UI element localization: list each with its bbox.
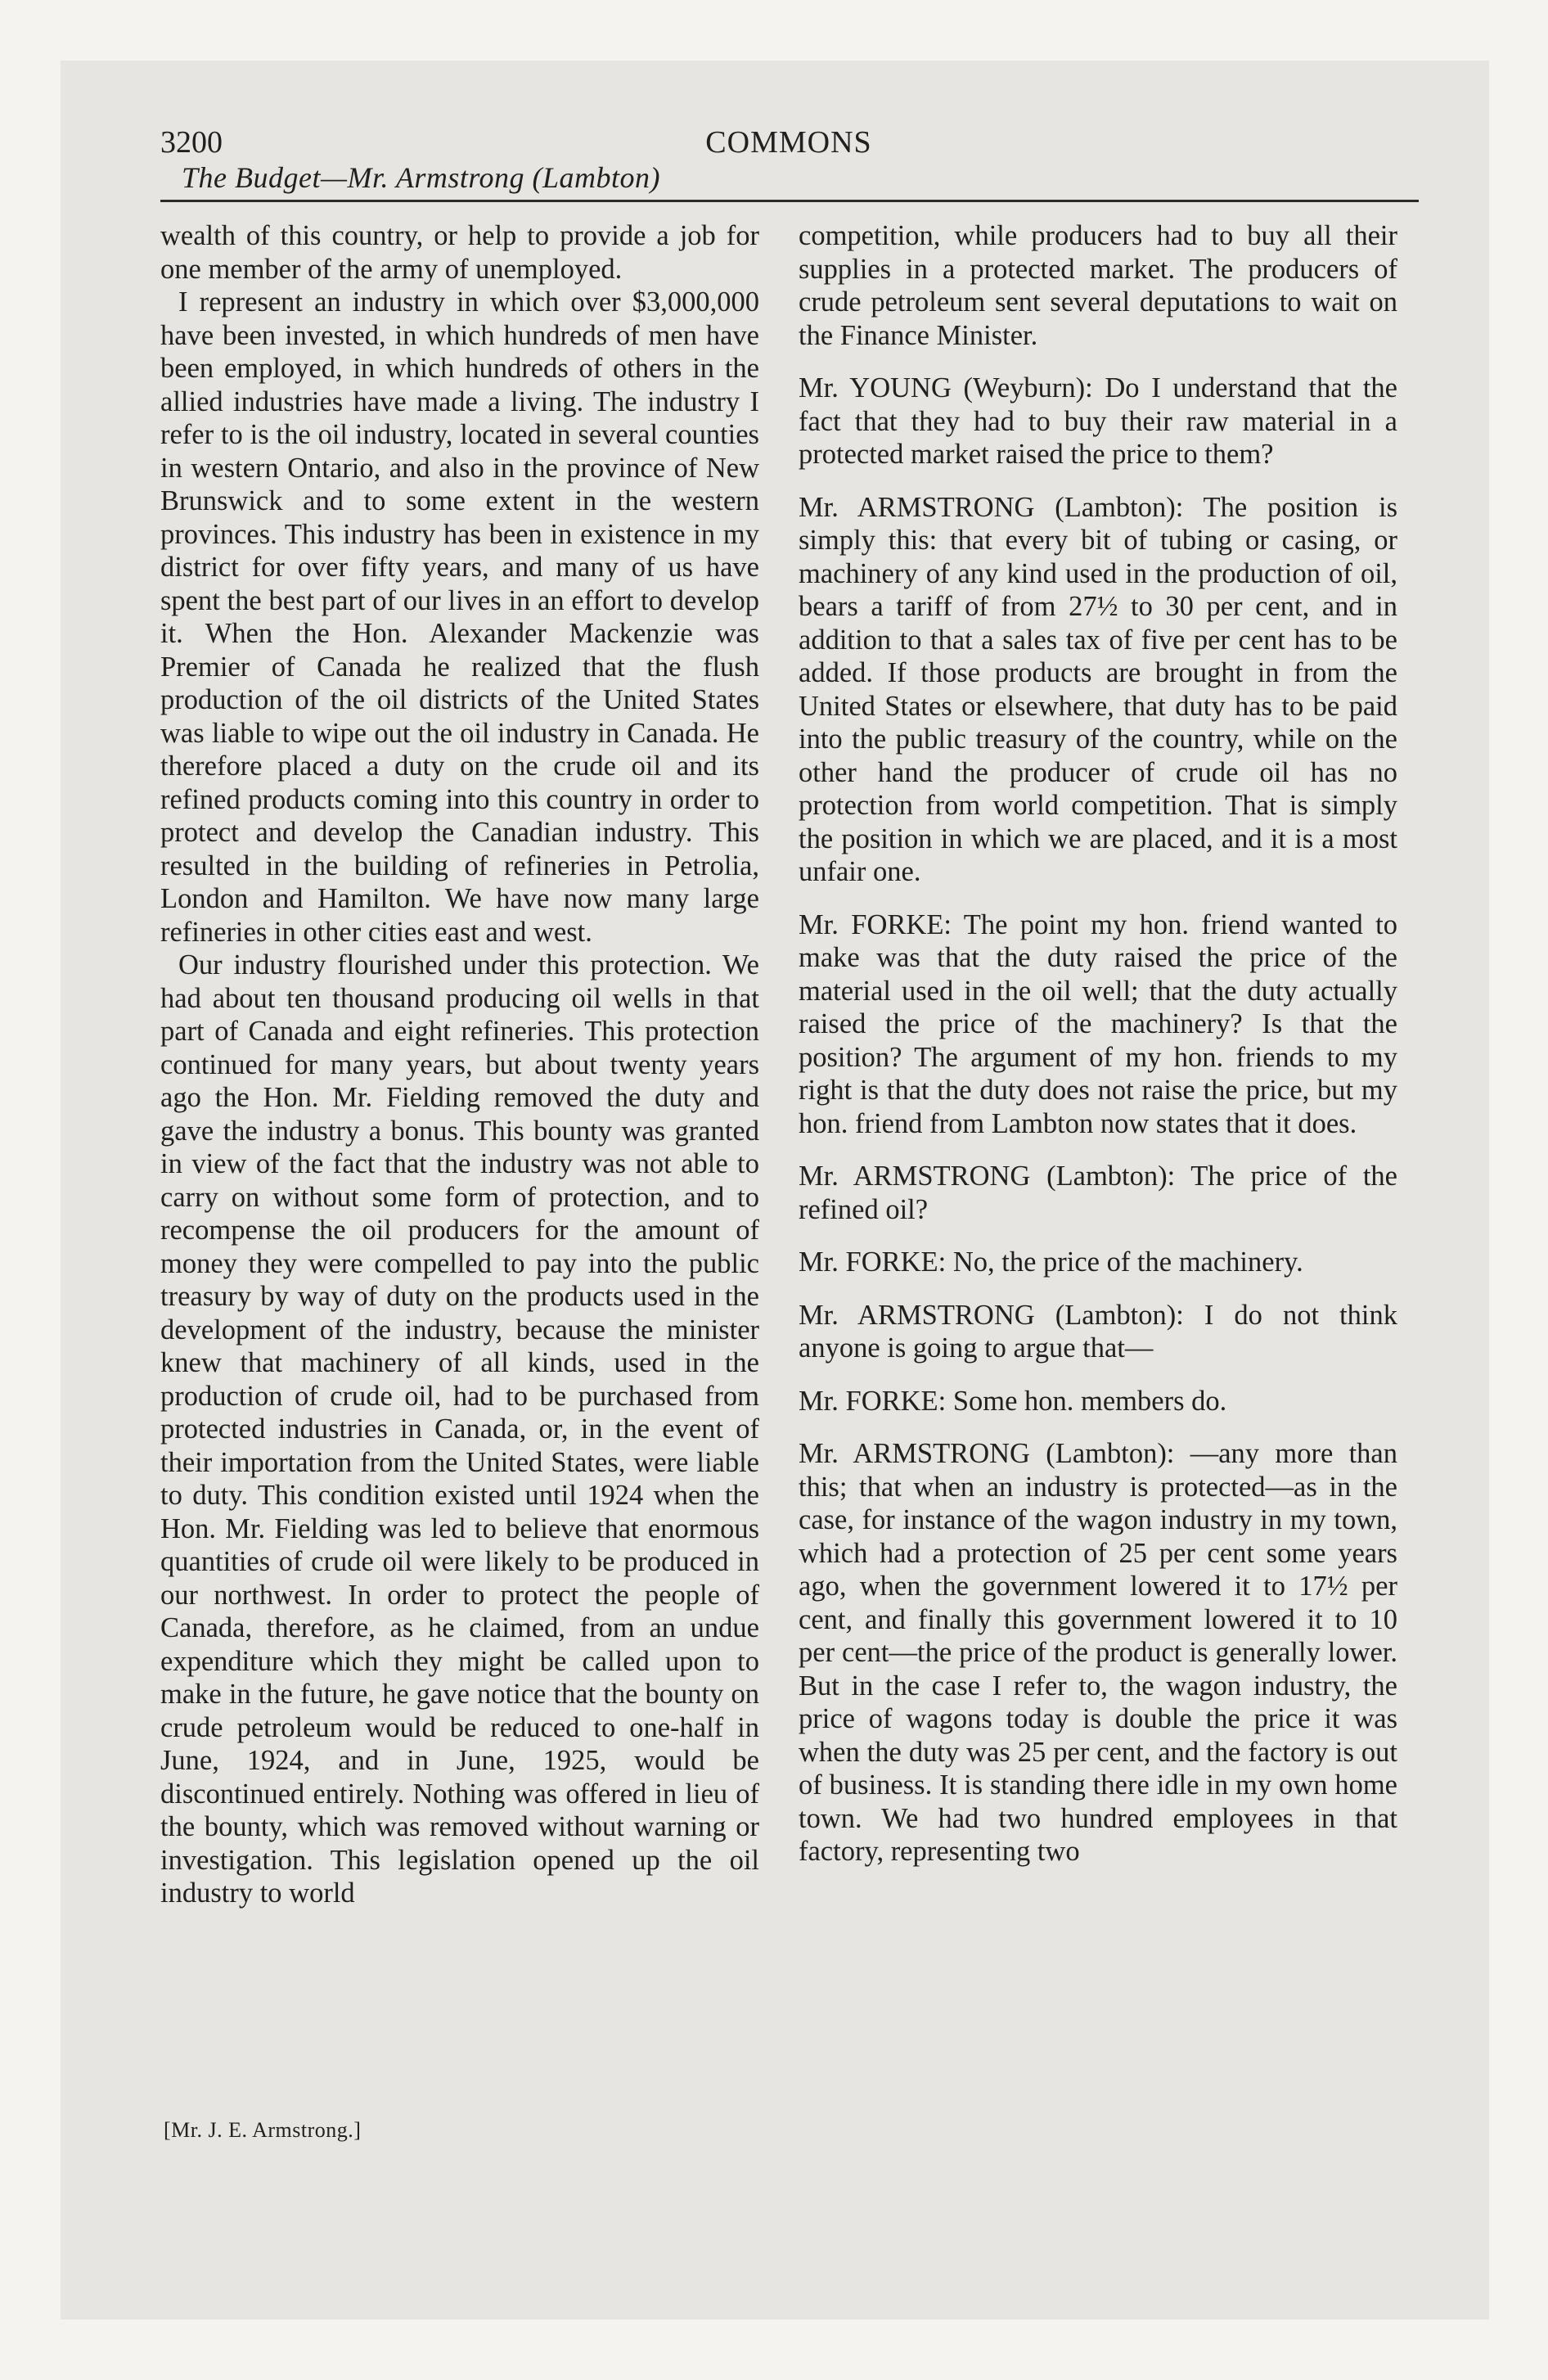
- paragraph: wealth of this country, or help to provide a job for one member of the army of unemployed.: [160, 220, 759, 285]
- paragraph: I represent an industry in which over $3,000,000 have been invested, in which hundreds of men have been employed, in which hundreds of others in the allied industries have made a living. The industry I refer to is the oil industry, located in several counties in western Ontario, and also in the province of New Brunswick and to some extent in the western provinces. This industry has been in existence in my district for over fifty years, and many of us have spent the best part of our lives in an effort to develop it. When the Hon. Alexander Mackenzie was Premier of Canada he realized that the flush production of the oil districts of the United States was liable to wipe out the oil industry in Canada. He therefore placed a duty on the crude oil and its refined products coming into this country in order to protect and develop the Canadian industry. This resulted in the building of refineries in Petrolia, London and Hamilton. We have now many large refineries in other cities east and west.: [160, 286, 759, 948]
- paragraph: Mr. ARMSTRONG (Lambton): —any more than this; that when an industry is protected—as in the case, for instance of the wagon industry in my town, which had a protection of 25 per cent some years ago, when the government lowered it to 17½ per cent, and finally this government lowered it to 10 per cent—the price of the product is generally lower. But in the case I refer to, the wagon industry, the price of wagons today is double the price it was when the duty was 25 per cent, and the factory is out of business. It is standing there idle in my own home town. We had two hundred employees in that factory, representing two: [799, 1438, 1397, 1867]
- paragraph: Mr. FORKE: The point my hon. friend wanted to make was that the duty raised the price of the material used in the oil well; that the duty actually raised the price of the machinery? Is that the position? The argument of my hon. friends to my right is that the duty does not raise the price, but my hon. friend from Lambton now states that it does.: [799, 908, 1397, 1139]
- paragraph: Mr. YOUNG (Weyburn): Do I understand that the fact that they had to buy their raw material in a protected market raised the price to them?: [799, 372, 1397, 470]
- right-column: [799, 219, 1397, 1888]
- page-header: [160, 124, 1417, 162]
- paragraph: Mr. ARMSTRONG (Lambton): The price of the refined oil?: [799, 1161, 1397, 1225]
- paragraph: Mr. FORKE: Some hon. members do.: [799, 1385, 1227, 1417]
- left-column: [160, 219, 759, 1910]
- speaker-footer-reference: [Mr. J. E. Armstrong.]: [164, 2118, 362, 2142]
- paragraph: competition, while producers had to buy all their supplies in a protected market. The producers of crude petroleum sent several deputations to wait on the Finance Minister.: [799, 220, 1397, 351]
- journal-title: COMMONS: [705, 125, 872, 160]
- header-rule: [160, 200, 1419, 202]
- page-number: 3200: [160, 125, 223, 160]
- paragraph: Our industry flourished under this protection. We had about ten thousand producing oil wells in that part of Canada and eight refineries. This protection continued for many years, but about twenty years ago the Hon. Mr. Fielding removed the duty and gave the industry a bonus. This bounty was granted in view of the fact that the industry was not able to carry on without some form of protection, and to recompense the oil producers for the amount of money they were compelled to pay into the public treasury by way of duty on the products used in the development of the industry, because the minister knew that machinery of all kinds, used in the production of crude oil, had to be purchased from protected industries in Canada, or, in the event of their importation from the United States, were liable to duty. This condition existed until 1924 when the Hon. Mr. Fielding was led to believe that enormous quantities of crude oil were likely to be produced in our northwest. In order to protect the people of Canada, therefore, as he claimed, from an undue expenditure which they might be called upon to make in the future, he gave notice that the bounty on crude petroleum would be reduced to one-half in June, 1924, and in June, 1925, would be discontinued entirely. Nothing was offered in lieu of the bounty, which was removed without warning or investigation. This legislation opened up the oil industry to world: [160, 949, 759, 1909]
- paragraph: Mr. ARMSTRONG (Lambton): I do not think anyone is going to argue that—: [799, 1299, 1397, 1364]
- paragraph: Mr. FORKE: No, the price of the machinery.: [799, 1246, 1303, 1278]
- running-head: The Budget—Mr. Armstrong (Lambton): [182, 161, 661, 194]
- paragraph: Mr. ARMSTRONG (Lambton): The position is simply this: that every bit of tubing or casing, or machinery of any kind used in the production of oil, bears a tariff of from 27½ to 30 per cent, and in addition to that a sales tax of five per cent has to be added. If those products are brought in from the United States or elsewhere, that duty has to be paid into the public treasury of the country, while on the other hand the producer of crude oil has no protection from world competition. That is simply the position in which we are placed, and it is a most unfair one.: [799, 491, 1397, 887]
